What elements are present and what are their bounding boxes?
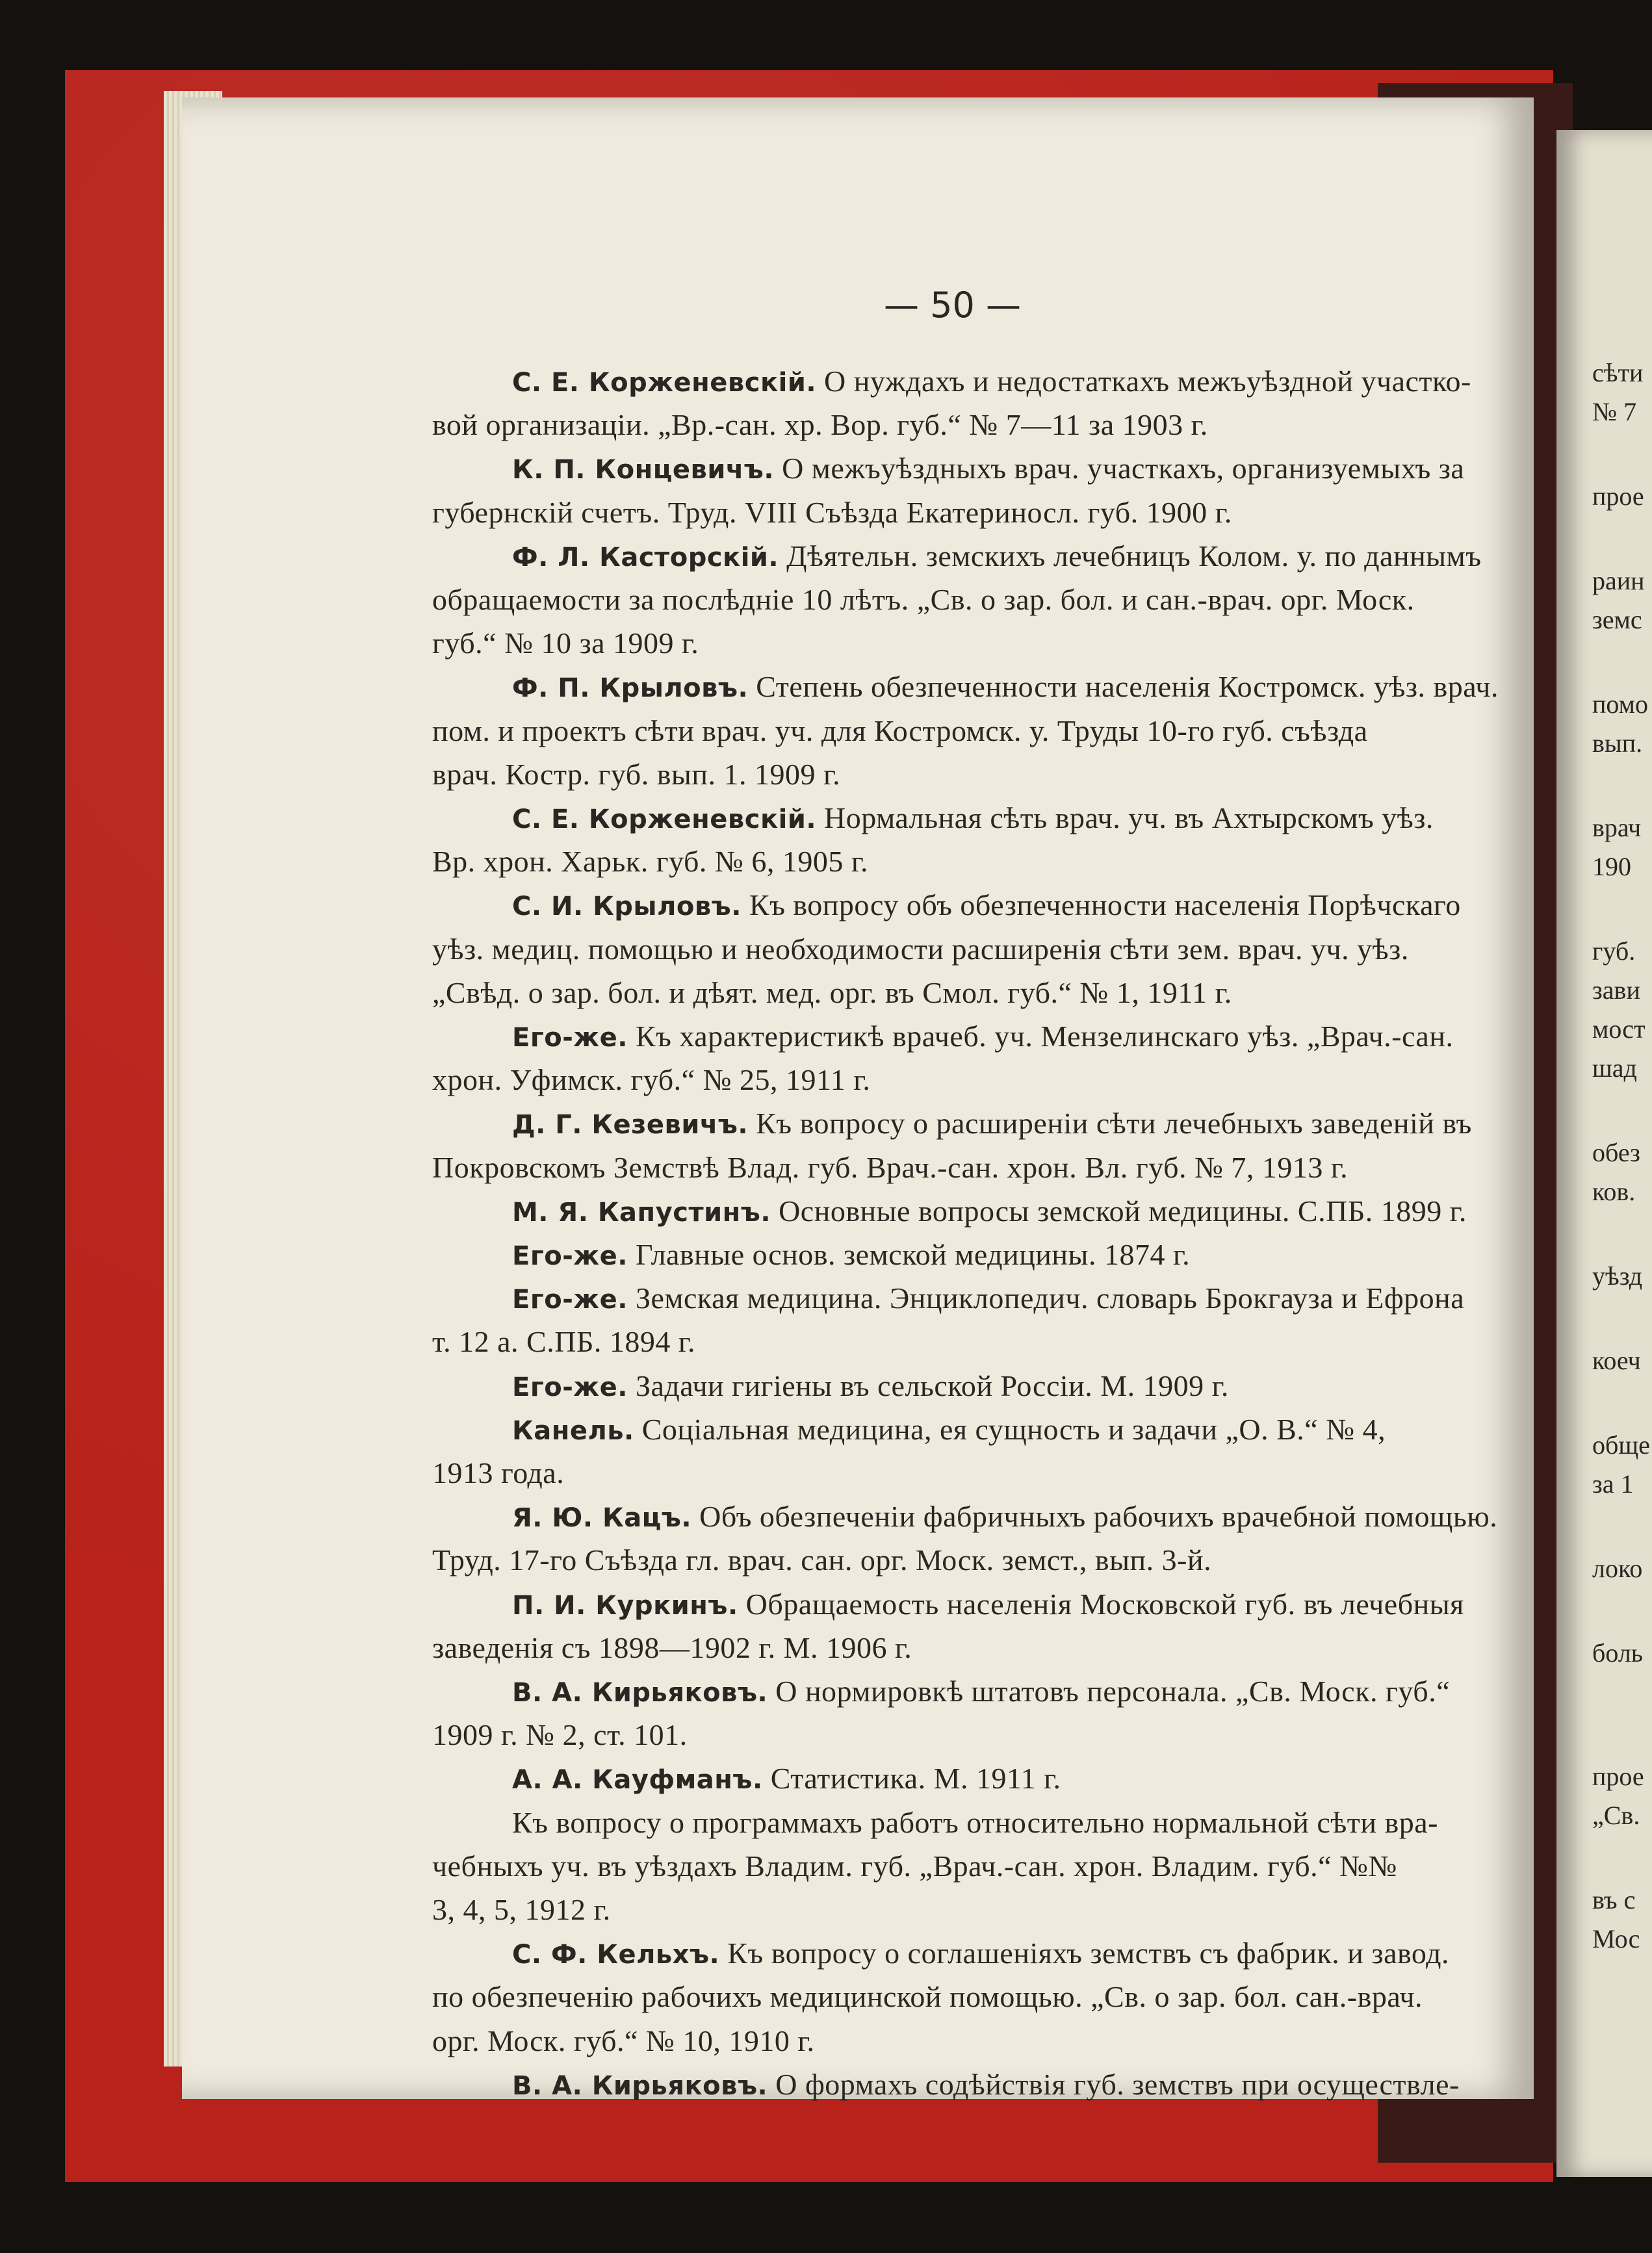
bib-text: „Свѣд. о зар. бол. и дѣят. мед. орг. въ Смол. губ.“ № 1, 1911 г.: [432, 975, 1232, 1009]
bib-entry-line: [512, 669, 1499, 704]
bib-author: С. Е. Корженевскій.: [512, 368, 817, 398]
bib-text: Вр. хрон. Харьк. губ. № 6, 1905 г.: [432, 845, 868, 879]
bib-text: Основные вопросы земской медицины. С.ПБ. 1899 г.: [771, 1194, 1467, 1228]
bib-entry-continuation: [432, 932, 1409, 966]
bib-entry-continuation: [432, 844, 868, 879]
bib-text: О формахъ содѣйствія губ. земствъ при осуществле-: [768, 2067, 1460, 2101]
bib-author: М. Я. Капустинъ.: [512, 1197, 771, 1228]
bib-text: Покровскомъ Земствѣ Влад. губ. Врач.-сан. хрон. Вл. губ. № 7, 1913 г.: [432, 1150, 1349, 1184]
next-page-fragment: ков.: [1592, 1177, 1636, 1206]
next-page-fragment: за 1: [1592, 1469, 1634, 1499]
bib-entry-continuation: [432, 1543, 1211, 1577]
bib-text: 1909 г. № 2, ст. 101.: [432, 1718, 688, 1752]
bib-entry-line: [512, 801, 1434, 835]
bib-text: заведенія съ 1898—1902 г. М. 1906 г.: [432, 1630, 912, 1664]
bib-text: пом. и проектъ сѣти врач. уч. для Костромск. у. Труды 10-го губ. съѣзда: [432, 714, 1368, 747]
next-page-fragment: помо: [1592, 689, 1648, 719]
bib-author: Канель.: [512, 1415, 634, 1446]
bib-entry-line: [512, 1936, 1449, 1970]
bib-entry-line: [512, 539, 1482, 573]
next-page-fragment: земс: [1592, 605, 1642, 634]
bib-entry-continuation: [432, 1456, 564, 1490]
next-page-fragment: боль: [1592, 1638, 1644, 1667]
bib-author: К. П. Концевичъ.: [512, 455, 775, 485]
next-page-strip: [1556, 130, 1652, 2177]
next-page-fragment: прое: [1592, 1762, 1644, 1791]
bib-text: по обезпеченію рабочихъ медицинской помощью. „Св. о зар. бол. сан.-врач.: [432, 1980, 1423, 2014]
bib-text: Къ вопросу о программахъ работъ относительно нормальной сѣти вра-: [512, 1805, 1438, 1839]
bib-text: губернскій счетъ. Труд. VIII Съѣзда Екатериносл. губ. 1900 г.: [432, 495, 1232, 529]
bib-entry-continuation: [432, 2024, 815, 2058]
bib-entry-line: [512, 1499, 1497, 1534]
bib-entry-line: [512, 1369, 1229, 1403]
next-page-fragment: уѣзд: [1592, 1261, 1643, 1291]
bib-text: О межъуѣздныхъ врач. участкахъ, организуемыхъ за: [774, 452, 1465, 485]
bib-text: Къ характеристикѣ врачеб. уч. Мензелинскаго уѣз. „Врач.-сан.: [627, 1020, 1454, 1053]
bib-entry-continuation: [432, 1324, 695, 1359]
bib-entry-continuation: [432, 1150, 1348, 1185]
bib-entry-line: [512, 364, 1471, 398]
bib-entry-continuation: [432, 975, 1232, 1010]
next-page-fragment: прое: [1592, 482, 1644, 511]
bib-text: О нуждахъ и недостаткахъ межъуѣздной участко-: [816, 365, 1471, 398]
bib-text: Объ обезпеченіи фабричныхъ рабочихъ врачебной помощью.: [691, 1500, 1498, 1534]
bib-entry-line: [512, 2067, 1460, 2102]
bib-entry-continuation: [432, 1892, 611, 1927]
bib-text: Нормальная сѣть врач. уч. въ Ахтырскомъ уѣз.: [816, 801, 1434, 834]
bib-text: 3, 4, 5, 1912 г.: [432, 1893, 611, 1926]
bib-text: Къ вопросу о соглашеніяхъ земствъ съ фабрик. и завод.: [719, 1937, 1449, 1970]
bib-text: Задачи гигіены въ сельской Россіи. М. 1909 г.: [627, 1369, 1229, 1402]
bib-text: т. 12 а. С.ПБ. 1894 г.: [432, 1325, 696, 1359]
bib-text: Къ вопросу о расширеніи сѣти лечебныхъ заведеній въ: [748, 1107, 1472, 1140]
page-number: — 50 —: [884, 285, 1022, 326]
bib-entry-line: [512, 1194, 1467, 1228]
bib-entry-line: [512, 1019, 1453, 1053]
next-page-fragment: въ с: [1592, 1885, 1636, 1914]
next-page-fragment: коеч: [1592, 1346, 1641, 1375]
next-page-fragment: обез: [1592, 1138, 1640, 1167]
bib-author: Д. Г. Кезевичъ.: [512, 1110, 749, 1140]
bib-author: П. И. Куркинъ.: [512, 1590, 738, 1621]
next-page-fragment: № 7: [1592, 397, 1637, 426]
bib-entry-continuation: [432, 757, 840, 792]
bib-entry-line: [512, 1587, 1464, 1621]
bib-entry-continuation: [432, 1062, 870, 1097]
bib-author: Его-же.: [512, 1241, 628, 1271]
bib-text: Степень обезпеченности населенія Костромск. уѣз. врач.: [748, 670, 1499, 704]
bib-author: А. А. Кауфманъ.: [512, 1765, 763, 1796]
bib-entry-line: [512, 1281, 1464, 1315]
next-page-fragment: „Св.: [1592, 1801, 1640, 1830]
bib-entry-continuation: [432, 495, 1232, 530]
bib-text: Труд. 17-го Съѣзда гл. врач. сан. орг. Моск. земст., вып. 3-й.: [432, 1543, 1212, 1577]
bib-entry-line: [512, 1106, 1472, 1140]
bib-author: С. Ф. Кельхъ.: [512, 1940, 720, 1970]
bib-text: О нормировкѣ штатовъ персонала. „Св. Моск. губ.“: [768, 1675, 1451, 1708]
bib-text: Главные основ. земской медицины. 1874 г.: [627, 1238, 1191, 1271]
bib-text: губ.“ № 10 за 1909 г.: [432, 626, 699, 660]
bib-author: С. Е. Корженевскій.: [512, 805, 817, 834]
bib-text: вой организаціи. „Вр.-сан. хр. Вор. губ.“ № 7—11 за 1903 г.: [432, 408, 1208, 442]
bib-text: орг. Моск. губ.“ № 10, 1910 г.: [432, 2024, 815, 2057]
bib-text: Обращаемость населенія Московской губ. въ лечебныя: [738, 1587, 1464, 1621]
bib-author: Ф. П. Крыловъ.: [512, 673, 749, 704]
bib-entry-line: [512, 1761, 1061, 1796]
next-page-fragment: Мос: [1592, 1924, 1640, 1953]
bib-text: Статистика. М. 1911 г.: [762, 1762, 1061, 1796]
bib-entry-line: [512, 1237, 1190, 1272]
bib-entry-continuation: [432, 582, 1415, 617]
next-page-fragment: зави: [1592, 975, 1640, 1005]
next-page-fragment: мост: [1592, 1014, 1646, 1044]
bib-author: Его-же.: [512, 1372, 628, 1402]
bib-entry-line: [512, 1674, 1450, 1708]
next-page-fragment: локо: [1592, 1554, 1643, 1583]
bib-text: хрон. Уфимск. губ.“ № 25, 1911 г.: [432, 1063, 871, 1097]
bib-author: С. И. Крыловъ.: [512, 892, 742, 922]
next-page-fragment: раин: [1592, 566, 1645, 595]
bib-text: Дѣятельн. земскихъ лечебницъ Колом. у. по даннымъ: [779, 539, 1482, 573]
bib-text: чебныхъ уч. въ уѣздахъ Владим. губ. „Врач.-сан. хрон. Владим. губ.“ №№: [432, 1849, 1397, 1883]
next-page-fragment: сѣти: [1592, 358, 1644, 387]
bib-text: Соціальная медицина, ея сущность и задачи „О. В.“ № 4,: [634, 1412, 1386, 1446]
bib-entry-line: [512, 888, 1461, 922]
bib-text: врач. Костр. губ. вып. 1. 1909 г.: [432, 757, 841, 791]
bib-author: Ф. Л. Касторскій.: [512, 542, 779, 573]
bib-entry-continuation: [432, 1718, 688, 1752]
bib-text: уѣз. медиц. помощью и необходимости расширенія сѣти зем. врач. уч. уѣз.: [432, 932, 1409, 966]
bib-entry-continuation: [432, 714, 1368, 748]
next-page-fragment: вып.: [1592, 728, 1643, 758]
bib-author: Я. Ю. Кацъ.: [512, 1503, 692, 1534]
next-page-fragment: губ.: [1592, 936, 1636, 966]
bib-entry-continuation: [432, 1849, 1397, 1883]
bib-text: 1913 года.: [432, 1456, 565, 1489]
bib-entry-continuation: [432, 626, 699, 660]
bib-entry-line: [512, 1412, 1386, 1447]
bib-entry-continuation: [432, 1630, 912, 1665]
bib-entry-continuation: [432, 407, 1208, 442]
bib-entry-line: [512, 1805, 1438, 1840]
bib-text: Земская медицина. Энциклопедич. словарь Брокгауза и Ефрона: [627, 1281, 1465, 1315]
next-page-fragment: обще: [1592, 1430, 1650, 1460]
bib-author: Его-же.: [512, 1285, 628, 1315]
bib-author: Его-же.: [512, 1023, 628, 1053]
next-page-fragment: врач: [1592, 813, 1642, 842]
bib-entry-line: [512, 451, 1464, 485]
next-page-fragment: шад: [1592, 1053, 1637, 1083]
bib-text: обращаемости за послѣдніе 10 лѣтъ. „Св. о зар. бол. и сан.-врач. орг. Моск.: [432, 583, 1415, 616]
bib-entry-continuation: [432, 1979, 1423, 2014]
bib-author: В. А. Кирьяковъ.: [512, 1678, 768, 1708]
bib-author: В. А. Кирьяковъ.: [512, 2070, 768, 2101]
bib-text: Къ вопросу объ обезпеченности населенія Порѣчскаго: [741, 888, 1461, 922]
next-page-fragment: 190: [1592, 852, 1631, 881]
